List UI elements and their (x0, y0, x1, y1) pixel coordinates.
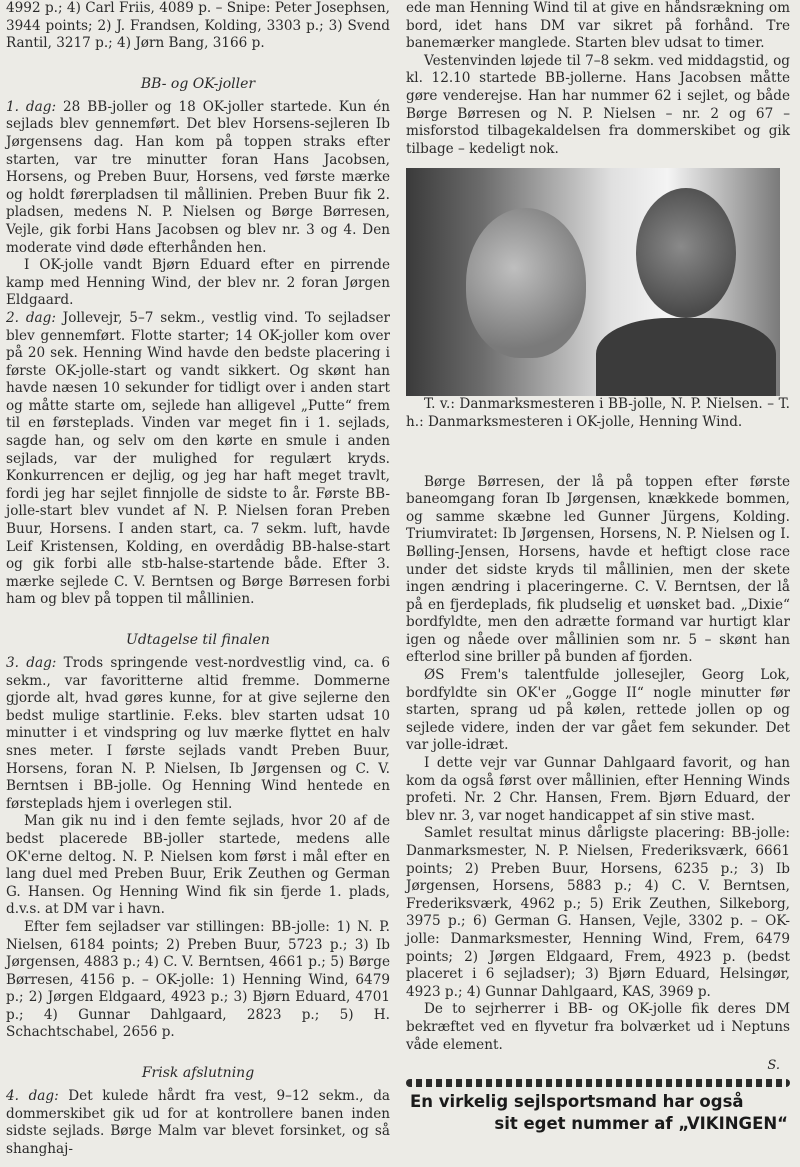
frem-paragraph: ØS Frem's talentfulde jollesejler, Georg Lok, bordfyldte sin OK'er „Gogge II“ nogle minutter før starten, sprang ud på kølen, rettede jollen op og sejlede videre, inden der var gået fem sekunder. Det var jolle-idræt. (406, 667, 790, 754)
final-results-paragraph: Samlet resultat minus dårligste placering: BB-jolle: Danmarksmester, N. P. Nielsen, Frederiksværk, 6661 points; 2) Preben Buur, Horsens, 6235 p.; 3) Ib Jørgensen, Horsens, 5883 p.; 4) C. V. Berntsen, Frederiksværk, 4962 p.; 5) Erik Zeuthen, Silkeborg, 3975 p.; 6) German G. Hansen, Vejle, 3302 p. – OK-jolle: Danmarksmester, Henning Wind, Frem, 6479 points; 2) Jørgen Eldgaard, Frem, 4923 p. (bedst placeret i 6 sejladser); 3) Bjørn Eduard, Helsingør, 4923 p.; 4) Gunnar Dahlgaard, KAS, 3969 p. (406, 825, 790, 1000)
left-column (6, 0, 390, 1167)
day1-text: 28 BB-joller og 18 OK-joller startede. Kun én sejlads blev gennemført. Det blev Horsens-sejleren Ib Jørgensens dag. Han kom på toppen straks efter starten, var tre minutter foran Hans Jacobsen, Horsens, og Preben Buur, Horsens, ved første mærke og holdt førerpladsen til mållinien. Preben Buur fik 2. pladsen, medens N. P. Nielsen og Børge Børresen, Vejle, gik forbi Hans Jacobsen og blev nr. 3 og 4. Den moderate vind døde efterhånden hen. (6, 98, 390, 256)
fifth-race-paragraph: Man gik nu ind i den femte sejlads, hvor 20 af de bedst placerede BB-joller startede, medens alle OK'erne deltog. N. P. Nielsen kom først i mål efter en lang duel med Preben Buur, Erik Zeuthen og German G. Hansen. Og Henning Wind fik sin fjerde 1. plads, d.v.s. at DM var i havn. (6, 813, 390, 918)
section-heading-udtagelse: Udtagelse til finalen (126, 632, 270, 648)
photo-person-right-body (596, 318, 776, 396)
day3-paragraph (6, 655, 390, 813)
day4-text: Det kulede hårdt fra vest, 9–12 sekm., da dommerskibet gik ud for at kontrollere banen inden sidste sejlads. Børge Malm var blevet forsinket, og så shanghaj- (6, 1088, 390, 1157)
day4-paragraph (6, 1088, 390, 1158)
westwind-paragraph: Vestenvinden løjede til 7–8 sekm. ved middagstid, og kl. 12.10 startede BB-jollerne. Hans Jacobsen måtte gøre venderejse. Han har nummer 62 i sejlet, og både Børge Børresen og N. P. Nielsen – nr. 2 og 67 – misforstod tilbagekaldelsen fra dommerskibet og gik tilbage – kedeligt nok. (406, 52, 790, 157)
standings-paragraph: Efter fem sejladser var stillingen: BB-jolle: 1) N. P. Nielsen, 6184 points; 2) Preben Buur, 5723 p.; 3) Ib Jørgensen, 4883 p.; 4) C. V. Berntsen, 4661 p.; 5) Børge Børresen, 4156 p. – OK-jolle: 1) Henning Wind, 6479 p.; 2) Jørgen Eldgaard, 4923 p.; 3) Bjørn Eduard, 4701 p.; 4) Gunnar Dahlgaard, 2823 p.; 5) H. Schachtschabel, 2656 p. (6, 918, 390, 1041)
ok-jolle-paragraph: I OK-jolle vandt Bjørn Eduard efter en pirrende kamp med Henning Wind, der blev nr. 2 foran Jørgen Eldgaard. (6, 257, 390, 309)
right-column (406, 0, 790, 1167)
vikingen-advert (406, 1091, 790, 1135)
borresen-paragraph: Børge Børresen, der lå på toppen efter første baneomgang foran Ib Jørgensen, knækkede bommen, og samme skæbne led Gunner Jürgens, Kolding. Triumviratet: Ib Jørgensen, Horsens, N. P. Nielsen og I. Bølling-Jensen, Horsens, havde et heftigt close race under det sidste kryds til mållinien, men der skete ingen ændring i placeringerne. C. V. Berntsen, der lå på en fjerdeplads, fik pludselig et uønsket bad. „Dixie“ bordfyldte, men den adrætte formand var hurtigt klar igen og nåede over mållinien som nr. 5 – skønt han efterlod sine briller på bunden af fjorden. (406, 473, 790, 666)
wavy-divider (406, 1079, 790, 1087)
photo-caption: T. v.: Danmarksmesteren i BB-jolle, N. P. Nielsen. – T. h.: Danmarksmesteren i OK-jolle, Henning Wind. (406, 396, 790, 430)
day2-paragraph (6, 310, 390, 609)
photo-person-left (466, 208, 586, 358)
continued-paragraph: ede man Henning Wind til at give en håndsrækning om bord, idet hans DM var sikret på forhånd. Tre banemærker manglede. Starten blev udsat to timer. (406, 0, 790, 52)
spacer (406, 432, 790, 474)
day2-label: 2. dag: (6, 309, 56, 326)
photo-person-right (636, 188, 736, 318)
champions-photo (406, 168, 780, 396)
day2-text: Jollevejr, 5–7 sekm., vestlig vind. To sejladser blev gennemført. Flotte starter; 14 OK-joller kom over på 20 sek. Henning Wind havde den bedste placering i første OK-jolle-start og vandt sikkert. Og skønt han havde næsen 10 sekunder for tidligt over i anden start og måtte starte om, sejlede han alligevel „Putte“ frem til en førsteplads. Vinden var meget fin i 1. sejlads, sagde han, og selv om den kørte en smule i anden sejlads, var der mulighed for regulært kryds. Konkurrencen er dejlig, og jeg har haft meget travlt, fordi jeg har sejlet finnjolle de sidste to år. Første BB-jolle-start blev vundet af N. P. Nielsen foran Preben Buur, Horsens. I anden start, ca. 7 sekm. luft, havde Leif Kristensen, Kolding, en overdådig BB-halse-start og gik forbi alle stb-halse-startende både. Efter 3. mærke sejlede C. V. Berntsen og Børge Børresen forbi ham og blev på toppen til mållinien. (6, 309, 390, 608)
dahlgaard-paragraph: I dette vejr var Gunnar Dahlgaard favorit, og han kom da også først over mållinien, efter Henning Winds profeti. Nr. 2 Chr. Hansen, Frem. Bjørn Eduard, der blev nr. 3, var noget handicappet af sin stive mast. (406, 755, 790, 824)
advert-line-2: sit eget nummer af „VIKINGEN“ (494, 1114, 788, 1134)
day3-label: 3. dag: (6, 655, 57, 671)
section-heading-bb-ok-joller: BB- og OK-joller (140, 75, 256, 92)
day1-paragraph (6, 99, 390, 257)
section-heading-frisk-afslutning: Frisk afslutning (141, 1065, 255, 1082)
day1-label: 1. dag: (6, 98, 57, 115)
closing-paragraph: De to sejrherrer i BB- og OK-jolle fik deres DM bekræftet ved en flyvetur fra bolværket ud i Neptuns våde element. (406, 1001, 790, 1053)
advert-line-1: En virkelig sejlsportsmand har også (410, 1092, 744, 1112)
author-signature: S. (767, 1058, 780, 1074)
day3-text: Trods springende vest-nordvestlig vind, ca. 6 sekm., var favoritterne altid fremme. Dommerne gjorde alt, hvad gøres kunne, for at give sejlerne den bedst mulige startlinie. F.eks. blev starten udsat 10 minutter i et vindspring og luv mærke flyttet en halv snes meter. I første sejlads vandt Preben Buur, Horsens, foran N. P. Nielsen, Ib Jørgensen og C. V. Berntsen i BB-jolle. Og Henning Wind hentede en førsteplads hjem i overlegen stil. (6, 655, 390, 812)
day4-label: 4. dag: (6, 1088, 59, 1105)
intro-results-paragraph: 4992 p.; 4) Carl Friis, 4089 p. – Snipe: Peter Josephsen, 3944 points; 2) J. Frandsen, Kolding, 3303 p.; 3) Svend Rantil, 3217 p.; 4) Jørn Bang, 3166 p. (6, 0, 390, 52)
